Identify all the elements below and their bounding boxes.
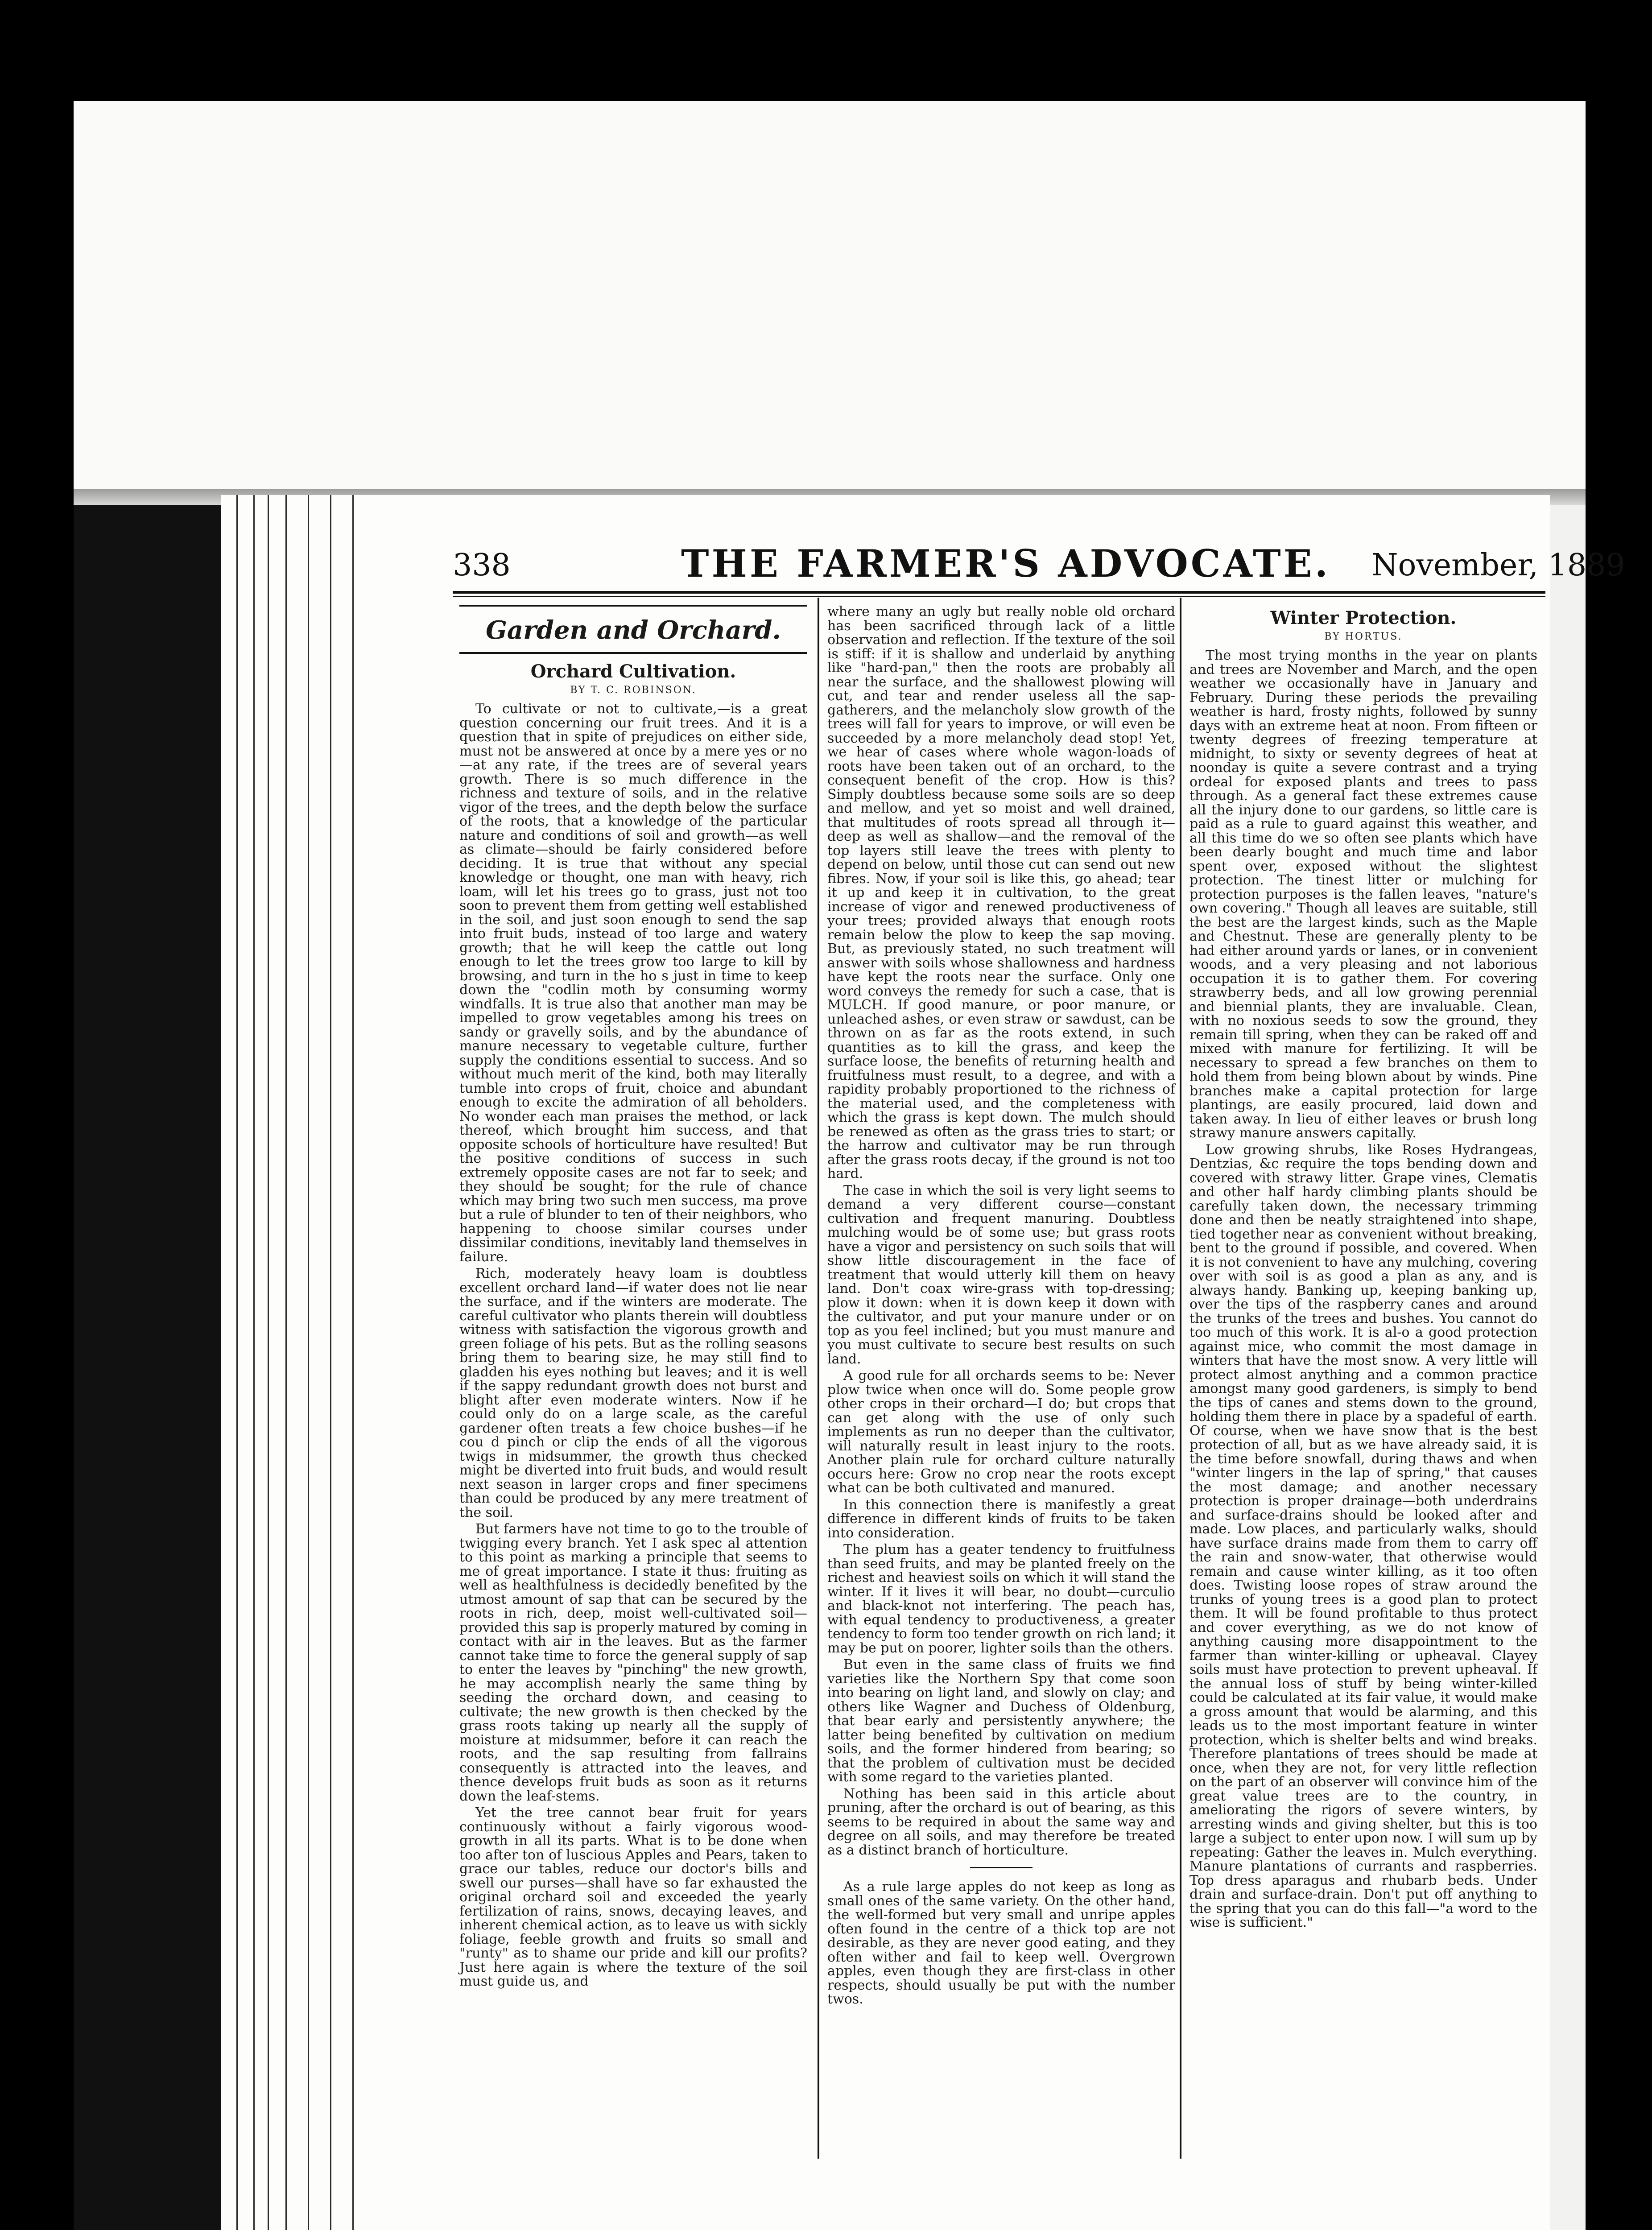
- paragraph: A good rule for all orchards seems to be: Never plow twice when once will do. Some people grow other crops in their orchard—I do; but crops that can get along with the use of only such implements as run no deeper than the cultivator, will naturally result in least injury to the roots. Another plain rule for orchard culture naturally occurs here: Grow no crop near the roots except what can be both cultivated and manured.: [827, 1368, 1175, 1496]
- previous-page-fragment: [74, 101, 1586, 489]
- column-2: [827, 605, 1175, 2009]
- paragraph: Yet the tree cannot bear fruit for years continuously without a fairly vigorous wood-growth in all its parts. What is to be done when too after ton of luscious Apples and Pears, taken to grace our tables, reduce our doctor's bills and swell our purses—shall have so far exhausted the original orchard soil and exceeded the yearly fertilization of rains, snows, decaying leaves, and inherent chemical action, as to leave us with sickly foliage, feeble growth and fruits so small and "runty" as to shame our pride and kill our profits? Just here again is where the texture of the soil must guide us, and: [459, 1805, 807, 1989]
- paragraph: But farmers have not time to go to the trouble of twigging every branch. Yet I ask spec al attention to this point as marking a principle that seems to me of great importance. I state it thus: fruiting as well as healthfulness is decidedly benefited by the utmost amount of sap that can be secured by the roots in rich, deep, moist well-cultivated soil—provided this sap is properly matured by coming in contact with air in the leaves. But as the farmer cannot take time to force the general supply of sap to enter the leaves by "pinching" the new growth, he may accomplish nearly the same thing by seeding the orchard down, and ceasing to cultivate; the new growth is then checked by the grass roots taking up nearly all the supply of moisture at midsummer, before it can reach the roots, and the sap resulting from fallrains consequently is attracted into the leaves, and thence develops fruit buds as soon as it returns down the leaf-stems.: [459, 1521, 807, 1804]
- paragraph: The most trying months in the year on plants and trees are November and March, and the open weather we occasionally have in January and February. During these periods the prevailing weather is hard, frosty nights, followed by sunny days with an extreme heat at noon. From fifteen or twenty degrees of freezing temperature at midnight, to sixty or seventy degrees of heat at noonday is quite a severe contrast and a trying ordeal for exposed plants and trees to pass through. As a general fact these extremes cause all the injury done to our gardens, so little care is paid as a rule to guard against this weather, and all this time do we so often see plants which have been dearly bought and much time and labor spent over, exposed without the slightest protection. The tinest litter or mulching for protection purposes is the fallen leaves, "nature's own covering." Though all leaves are suitable, still the best are the largest kinds, such as the Maple and Chestnut. These are generally plenty to be had either around yards or lanes, or in convenient woods, and a very pleasing and not laborious occupation it is to gather them. For covering strawberry beds, and all low growing perennial and biennial plants, they are invaluable. Clean, with no noxious seeds to sow the ground, they remain till spring, when they can be raked off and mixed with manure for fertilizing. It will be necessary to spread a few branches on them to hold them from being blown about by winds. Pine branches make a capital protection for large plantings, are easily procured, laid down and taken away. In lieu of either leaves or brush long strawy manure answers capitally.: [1189, 648, 1537, 1141]
- issue-date: November, 1889: [1371, 548, 1625, 583]
- article-byline: BY HORTUS.: [1324, 631, 1403, 642]
- page-edge-line: [268, 495, 269, 2230]
- column-rule: [1180, 598, 1181, 2159]
- article-title: Winter Protection.: [1270, 607, 1457, 628]
- article-byline: BY T. C. ROBINSON.: [570, 685, 697, 696]
- column-3: [1189, 605, 1537, 1933]
- header-rule-thin: [453, 596, 1545, 597]
- header-rule: [453, 591, 1545, 594]
- article-title: Orchard Cultivation.: [530, 661, 736, 682]
- column-rule: [818, 598, 819, 2159]
- paragraph: Low growing shrubs, like Roses Hydrangeas, Dentzias, &c require the tops bending down and covered with strawy litter. Grape vines, Clematis and other half hardy climbing plants should be carefully taken down, the necessary trimming done and then be neatly straightened into shape, tied together near as convenient without breaking, bent to the ground if possible, and covered. When it is not convenient to have any mulching, covering over with soil is as good a plan as any, and is always handy. Banking up, keeping banking up, over the tips of the raspberry canes and around the trunks of the trees and bushes. You cannot do too much of this work. It is al-o a good protection against mice, who commit the most damage in winters that have the most snow. A very little will protect almost anything and a common practice amongst many good gardeners, is simply to bend the tips of canes and stems down to the ground, holding them there in place by a spadeful of earth. Of course, when we have snow that is the best protection of all, but as we have already said, it is the time before snowfall, during thaws and when "winter lingers in the lap of spring," that causes the most damage; and another necessary protection is proper drainage—both underdrains and surface-drains should be looked after and made. Low places, and particularly walks, should have surface drains made from them to carry off the rain and snow-water, that otherwise would remain and cause winter killing, as it too often does. Twisting loose ropes of straw around the trunks of young trees is a good plan to protect them. It will be found profitable to thus protect and cover everything, as we do not know of anything causing more disappointment to the farmer than winter-killing or upheaval. Clayey soils must have protection to prevent upheaval. If the annual loss of stuff by being winter-killed could be calculated at its fair value, it would make a gross amount that would be alarming, and this leads us to the most important feature in winter protection, which is shelter belts and wind breaks. Therefore plantations of trees should be made at once, when they are not, for very little reflection on the part of an observer will convince him of the great value trees are to the country, in ameliorating the rigors of severe winters, by arresting winds and giving shelter, but this is too large a subject to enter upon now. I will sum up by repeating: Gather the leaves in. Mulch everything. Manure plantations of currants and raspberries. Top dress aparagus and rhubarb beds. Under drain and surface-drain. Don't put off anything to the spring that you can do this fall—"a word to the wise is sufficient.": [1189, 1142, 1537, 1930]
- column-1: [459, 605, 807, 1991]
- paragraph: The case in which the soil is very light seems to demand a very different course—constant cultivation and frequent manuring. Doubtless mulching would be of some use; but grass roots have a vigor and persistency on such soils that will show little discouragement in the face of treatment that would utterly kill them on heavy land. Don't coax wire-grass with top-dressing; plow it down: when it is down keep it down with the cultivator, and put your manure under or on top as you feel inclined; but you must manure and you must cultivate to secure best results on such land.: [827, 1182, 1175, 1367]
- paragraph: But even in the same class of fruits we find varieties like the Northern Spy that come soon into bearing on light land, and slowly on clay; and others like Wagner and Duchess of Oldenburg, that bear early and persistently anywhere; the latter being benefited by cultivation on medium soils, and the former hindered from bearing; so that the problem of cultivation must be decided with some regard to the varieties planted.: [827, 1657, 1175, 1785]
- department-heading: Garden and Orchard.: [486, 615, 781, 645]
- paragraph: In this connection there is manifestly a great difference in different kinds of fruits to be taken into consideration.: [827, 1497, 1175, 1541]
- page-edge-line: [308, 495, 309, 2230]
- page-edge-line: [330, 495, 331, 2230]
- paragraph: Nothing has been said in this article about pruning, after the orchard is out of bearing, as this seems to be required in about the same way and degree on all soils, and may therefore be treated as a distinct branch of horticulture.: [827, 1786, 1175, 1858]
- masthead-title: THE FARMER'S ADVOCATE.: [681, 541, 1330, 586]
- paragraph: The plum has a geater tendency to fruitfulness than seed fruits, and may be planted freely on the richest and heaviest soils on which it will stand the winter. If it lives it will bear, no doubt—curculio and black-knot not interfering. The peach has, with equal tendency to productiveness, a greater tendency to form too tender growth on rich land; it may be put on poorer, lighter soils than the others.: [827, 1542, 1175, 1656]
- section-divider: [970, 1867, 1032, 1868]
- page-edge-line: [285, 495, 287, 2230]
- department-heading-box: [459, 605, 807, 654]
- paragraph: To cultivate or not to cultivate,—is a great question concerning our fruit trees. And it is a question that in spite of prejudices on either side, must not be answered at once by a mere yes or no—at any rate, if the trees are of several years growth. There is so much difference in the richness and texture of soils, and in the relative vigor of the trees, and the depth below the surface of the roots, that a knowledge of the particular nature and conditions of soil and growth—as well as climate—should be fairly considered before deciding. It is true that without any special knowledge or thought, one man with heavy, rich loam, will let his trees go to grass, just not too soon to prevent them from getting well established in the soil, and just soon enough to send the sap into fruit buds, instead of too large and watery growth; that he will keep the cattle out long enough to let the trees grow too large to kill by browsing, and turn in the ho s just in time to keep down the "codlin moth by consuming wormy windfalls. It is true also that another man may be impelled to grow vegetables among his trees on sandy or gravelly soils, and by the abundance of manure necessary to vegetable culture, further supply the conditions essential to success. And so without much merit of the kind, both may literally tumble into crops of fruit, choice and abundant enough to excite the admiration of all beholders. No wonder each man praises the method, or lack thereof, which brought him success, and that opposite schools of horticulture have resulted! But the positive conditions of success in such extremely opposite cases are not far to seek; and they should be sought; for the rule of chance which may bring two such men success, ma prove but a rule of blunder to ten of their neighbors, who happening to choose similar courses under dissimilar conditions, inevitably land themselves in failure.: [459, 701, 807, 1265]
- stacked-page-edges: [221, 495, 363, 2230]
- paragraph: Rich, moderately heavy loam is doubtless excellent orchard land—if water does not lie near the surface, and if the winters are moderate. The careful cultivator who plants therein will doubtless witness with satisfaction the vigorous growth and green foliage of his pets. But as the rolling seasons bring them to bearing size, he may still find to gladden his eyes nothing but leaves; and it is well if the sappy redundant growth does not burst and blight after even moderate winters. Now if he could only do on a large scale, as the careful gardener often treats a few choice bushes—if he cou d pinch or clip the ends of all the vigorous twigs in midsummer, the growth thus checked might be diverted into fruit buds, and would result next season in larger crops and finer specimens than could be produced by any mere treatment of the soil.: [459, 1266, 807, 1520]
- page-number: 338: [453, 548, 511, 583]
- binding-dark-area: [74, 505, 221, 2230]
- page-edge-line: [236, 495, 238, 2230]
- page-edge-line: [253, 495, 255, 2230]
- paragraph: where many an ugly but really noble old orchard has been sacrificed through lack of a little observation and reflection. If the texture of the soil is stiff: if it is shallow and underlaid by anything like "hard-pan," then the roots are probably all near the surface, and the shallowest plowing will cut, and tear and render useless all the sap-gatherers, and the melancholy slow growth of the trees will fall for years to improve, or will even be succeeded by a more melancholy dead stop! Yet, we hear of cases where whole wagon-loads of roots have been taken out of an orchard, to the consequent benefit of the crop. How is this? Simply doubtless because some soils are so deep and mellow, and yet so moist and well drained, that multitudes of roots spread all through it—deep as well as shallow—and the removal of the top layers still leave the trees with plenty to depend on below, until those cut can send out new fibres. Now, if your soil is like this, go ahead; tear it up and keep it in cultivation, to the great increase of vigor and renewed productiveness of your trees; provided always that enough roots remain below the plow to keep the sap moving. But, as previously stated, no such treatment will answer with soils whose shallowness and hardness have kept the roots near the surface. Only one word conveys the remedy for such a case, that is MULCH. If good manure, or poor manure, or unleached ashes, or even straw or sawdust, can be thrown on as far as the roots extend, in such quantities as to kill the grass, and keep the surface loose, the benefits of returning health and fruitfulness must result, to a degree, and with a rapidity probably proportioned to the richness of the material used, and the completeness with which the grass is kept down. The mulch should be renewed as often as the grass tries to start; or the harrow and cultivator may be run through after the grass roots decay, if the ground is not too hard.: [827, 604, 1175, 1181]
- page-edge-line: [352, 495, 354, 2230]
- paragraph: As a rule large apples do not keep as long as small ones of the same variety. On the other hand, the well-formed but very small and unripe apples often found in the centre of a thick top are not desirable, as they are never good eating, and they often wither and fail to keep well. Overgrown apples, even though they are first-class in other respects, should usually be put with the number twos.: [827, 1879, 1175, 2007]
- newspaper-page: [363, 495, 1625, 2230]
